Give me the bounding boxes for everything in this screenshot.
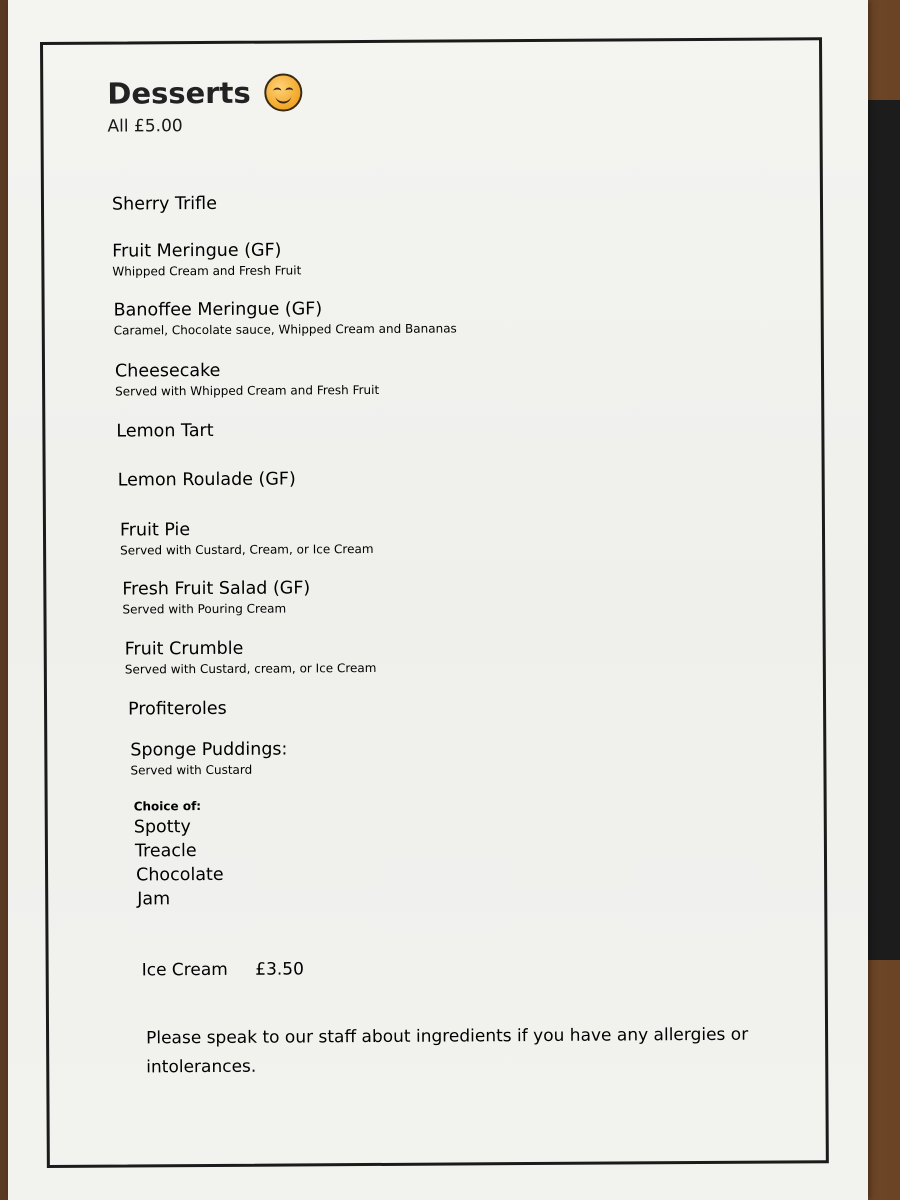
- menu-item: [128, 699, 227, 720]
- smiling-face-icon: [265, 73, 303, 111]
- item-name: Sponge Puddings:: [130, 739, 288, 761]
- item-name: Fresh Fruit Salad (GF): [122, 578, 311, 600]
- item-name: Cheesecake: [114, 360, 221, 382]
- menu-item: [120, 519, 374, 558]
- item-name: Profiteroles: [128, 698, 227, 720]
- choice-item: Jam: [137, 889, 171, 910]
- menu-item: [115, 360, 379, 399]
- item-name: Lemon Tart: [116, 420, 214, 442]
- choice-item: Chocolate: [136, 864, 224, 886]
- item-description: Caramel, Chocolate sauce, Whipped Cream and Bananas: [113, 321, 457, 338]
- item-description: Served with Custard, cream, or Ice Cream: [124, 660, 377, 677]
- item-description: Whipped Cream and Fresh Fruit: [112, 263, 302, 279]
- menu-item: [125, 638, 377, 677]
- menu-item: [118, 469, 296, 490]
- item-name: Banoffee Meringue (GF): [113, 299, 323, 321]
- item-description: Served with Whipped Cream and Fresh Fruit: [115, 382, 380, 399]
- choice-item: Spotty: [133, 817, 191, 838]
- item-description: Served with Pouring Cream: [122, 601, 287, 617]
- item-name: Fruit Crumble: [124, 638, 244, 660]
- menu-item: [116, 421, 213, 442]
- menu-sheet: [8, 0, 868, 1200]
- menu-header: [107, 70, 779, 136]
- menu-title: Desserts: [107, 75, 251, 111]
- item-name: Lemon Roulade (GF): [117, 469, 296, 491]
- menu-item: [112, 194, 217, 215]
- item-description: Served with Custard: [130, 762, 253, 778]
- item-name: Fruit Meringue (GF): [112, 240, 282, 262]
- menu-item: [114, 298, 457, 337]
- ice-cream-price: £3.50: [255, 959, 304, 980]
- menu-item: [112, 240, 301, 278]
- ice-cream-name: Ice Cream: [141, 959, 228, 981]
- item-description: Served with Custard, Cream, or Ice Cream: [120, 541, 374, 558]
- price-note: All £5.00: [107, 116, 183, 137]
- allergy-note: Please speak to our staff about ingredients if you have any allergies or intolerances.: [146, 1024, 749, 1078]
- ice-cream-row: [142, 959, 304, 980]
- item-name: Sherry Trifle: [111, 193, 217, 215]
- choice-item: Treacle: [134, 841, 197, 862]
- menu-item: [122, 578, 310, 616]
- menu-item: [130, 740, 287, 778]
- menu-border-frame: [40, 37, 829, 1168]
- item-name: Fruit Pie: [119, 520, 191, 541]
- choice-label: Choice of:: [133, 799, 202, 814]
